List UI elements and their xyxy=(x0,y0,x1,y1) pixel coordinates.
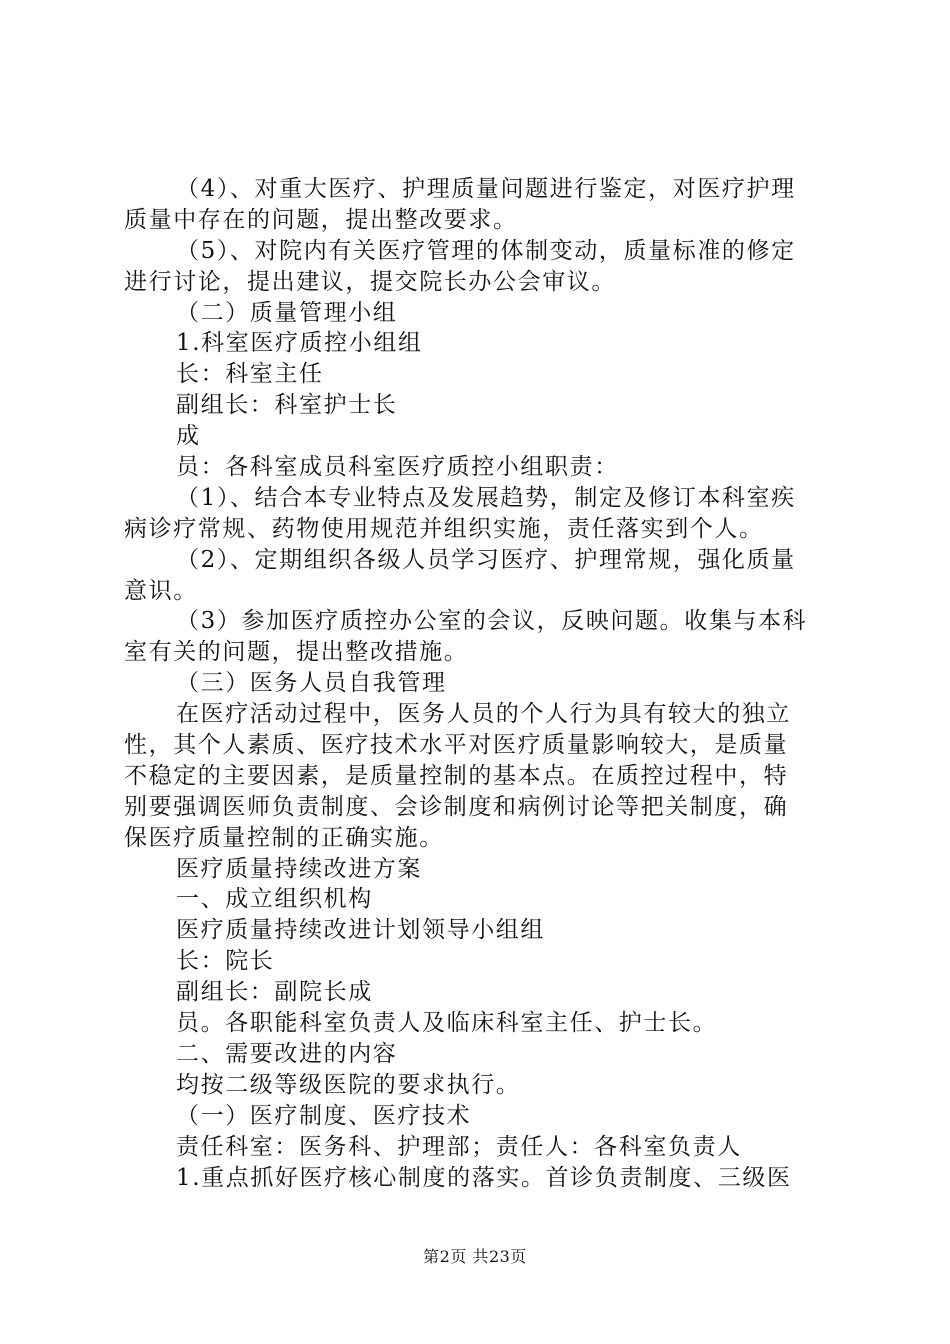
text-line: （二）质量管理小组 xyxy=(176,299,398,326)
text-line: （2）、定期组织各级人员学习医疗、护理常规，强化质量 xyxy=(176,546,796,573)
text-line: 意识。 xyxy=(124,577,198,604)
text-line: 均按二级等级医院的要求执行。 xyxy=(176,1071,521,1098)
text-line: 员：各科室成员科室医疗质控小组职责： xyxy=(176,454,619,481)
text-line: 1.科室医疗质控小组组 xyxy=(176,330,423,357)
text-line: 一、成立组织机构 xyxy=(176,886,373,913)
text-line: 别要强调医师负责制度、会诊制度和病例讨论等把关制度，确 xyxy=(124,793,789,820)
document-body xyxy=(124,174,830,1193)
text-line: 性，其个人素质、医疗技术水平对医疗质量影响较大，是质量 xyxy=(124,732,789,759)
text-line: 长：科室主任 xyxy=(176,361,324,388)
page-footer: 第2页 共23页 xyxy=(423,1247,527,1266)
text-line: 质量中存在的问题，提出整改要求。 xyxy=(124,206,518,233)
text-line: （4）、对重大医疗、护理质量问题进行鉴定，对医疗护理 xyxy=(176,176,796,202)
text-line: （一）医疗制度、医疗技术 xyxy=(176,1102,472,1129)
text-line: 二、需要改进的内容 xyxy=(176,1040,398,1067)
text-line: 副组长：副院长成 xyxy=(176,979,373,1006)
text-line: 医疗质量持续改进计划领导小组组 xyxy=(176,917,545,944)
text-line: （三）医务人员自我管理 xyxy=(176,670,447,697)
text-line: 不稳定的主要因素，是质量控制的基本点。在质控过程中，特 xyxy=(124,762,789,789)
text-line: 1.重点抓好医疗核心制度的落实。首诊负责制度、三级医 xyxy=(176,1164,792,1191)
text-line: 病诊疗常规、药物使用规范并组织实施，责任落实到个人。 xyxy=(124,515,764,542)
text-line: 副组长：科室护士长 xyxy=(176,392,398,419)
text-line: 室有关的问题，提出整改措施。 xyxy=(124,639,469,666)
text-line: 成 xyxy=(176,423,201,450)
text-line: 保医疗质量控制的正确实施。 xyxy=(124,824,444,851)
text-line: 进行讨论，提出建议，提交院长办公会审议。 xyxy=(124,268,616,295)
text-line: 长：院长 xyxy=(176,948,275,975)
text-line: （3）参加医疗质控办公室的会议，反映问题。收集与本科 xyxy=(176,608,808,635)
text-line: （1）、结合本专业特点及发展趋势，制定及修订本科室疾 xyxy=(176,484,796,511)
text-line: 员。各职能科室负责人及临床科室主任、护士长。 xyxy=(176,1010,718,1037)
text-line: 责任科室：医务科、护理部；责任人：各科室负责人 xyxy=(176,1133,742,1160)
text-line: 医疗质量持续改进方案 xyxy=(176,855,422,882)
text-line: 在医疗活动过程中，医务人员的个人行为具有较大的独立 xyxy=(176,701,791,728)
text-line: （5）、对院内有关医疗管理的体制变动，质量标准的修定 xyxy=(176,237,796,264)
